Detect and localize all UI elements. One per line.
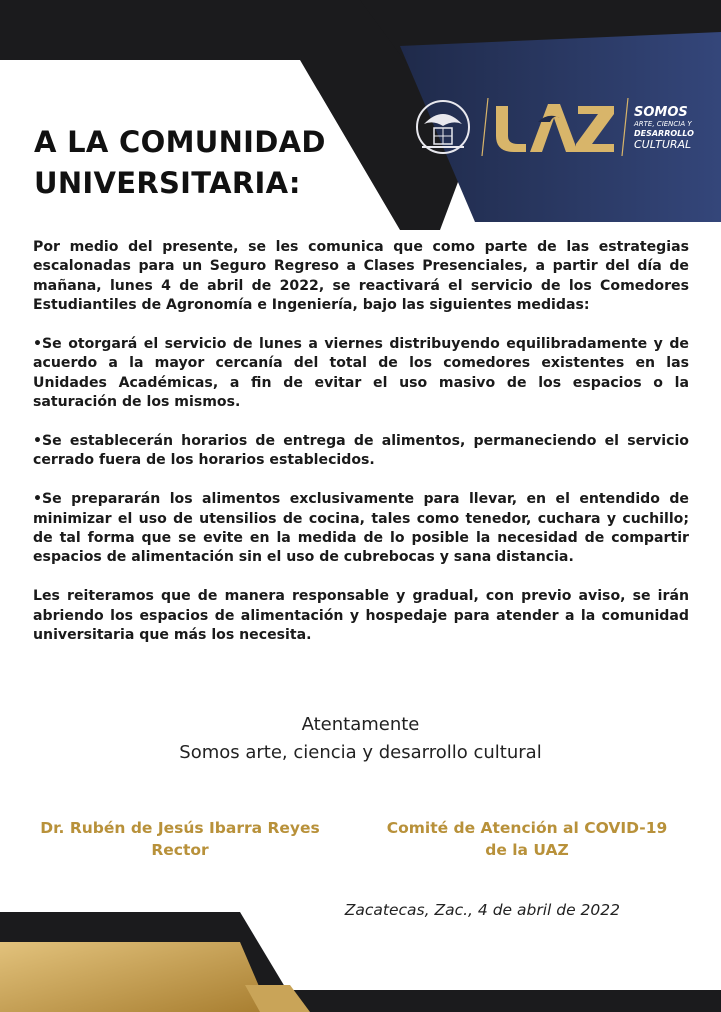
place-and-date: Zacatecas, Zac., 4 de abril de 2022	[344, 901, 620, 919]
somos-slogan	[633, 105, 694, 151]
bottom-right-dark-strip	[280, 990, 721, 1012]
header-logos	[410, 92, 710, 162]
closing-slogan: Somos arte, ciencia y desarrollo cultural	[179, 742, 542, 763]
signature-committee-role: de la UAZ	[485, 841, 569, 859]
title-line-2: UNIVERSITARIA:	[34, 166, 301, 200]
paragraph-measure-3: •Se prepararán los alimentos exclusivamente para llevar, en el entendido de minimizar el uso de utensilios de cocina, tales como tenedor, cuchara y cuchillo; de tal forma que se evite en la medida de lo posible la necesidad de compartir espacios de alimentación sin el uso de cubrebocas y sana distancia.	[33, 491, 689, 566]
slogan-line-3: DESARROLLO	[634, 129, 694, 138]
signature-committee	[372, 817, 682, 861]
slogan-line-2: ARTE, CIENCIA Y	[634, 120, 692, 128]
title-line-1: A LA COMUNIDAD	[34, 125, 326, 159]
paragraph-intro: Por medio del presente, se les comunica que como parte de las estrategias escalonadas para un Seguro Regreso a Clases Presenciales, a partir del día de mañana, lunes 4 de abril de 2022, se reactivará el servicio de los Comedores Estudiantiles de Agronomía e Ingeniería, bajo las siguientes medidas:	[33, 239, 689, 314]
signature-rector-name: Dr. Rubén de Jesús Ibarra Reyes	[40, 819, 320, 837]
signature-rector	[30, 817, 330, 861]
paragraph-measure-2: •Se establecerán horarios de entrega de alimentos, permaneciendo el servicio cerrado fuera de los horarios establecidos.	[33, 433, 689, 469]
letter-body	[33, 238, 689, 665]
signature-rector-role: Rector	[151, 841, 209, 859]
paragraph-closing: Les reiteramos que de manera responsable y gradual, con previo aviso, se irán abriendo los espacios de alimentación y hospedaje para atender a la comunidad universitaria que más los necesita.	[33, 588, 689, 644]
university-seal-icon	[417, 101, 469, 153]
closing-atentamente: Atentamente	[301, 714, 420, 735]
slogan-line-4: CULTURAL	[634, 138, 692, 151]
paragraph-measure-1: •Se otorgará el servicio de lunes a viernes distribuyendo equilibradamente y de acuerdo a la mayor cercanía del total de los comedores existentes en las Unidades Académicas, a fin de evitar el uso masivo de los espacios o la saturación de los mismos.	[33, 336, 689, 411]
uaz-text: UAZ	[410, 92, 412, 93]
bottom-gold-band	[0, 942, 270, 1012]
page-title	[34, 122, 364, 204]
slogan-line-1: SOMOS	[634, 105, 688, 120]
signature-committee-name: Comité de Atención al COVID-19	[386, 819, 668, 837]
